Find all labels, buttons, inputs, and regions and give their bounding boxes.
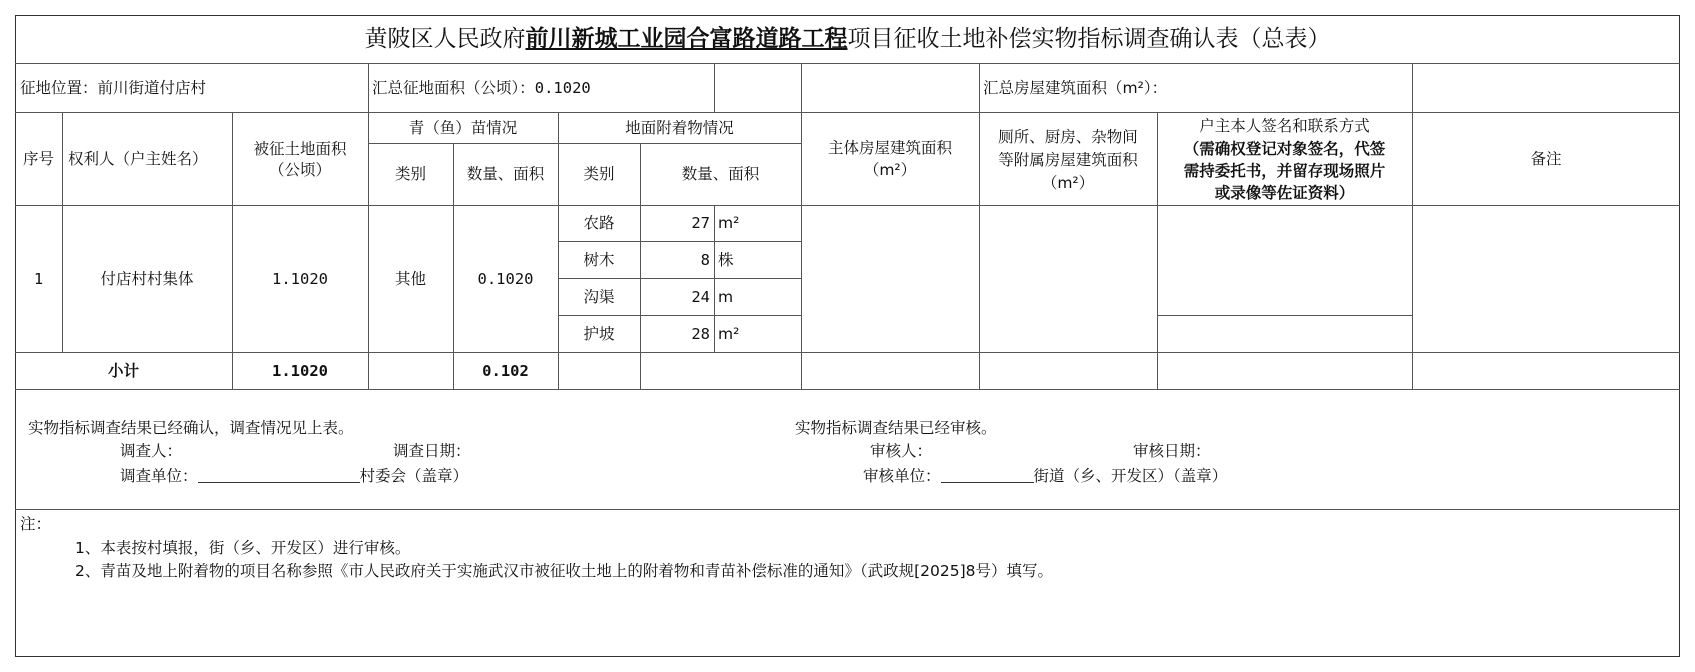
house-area-label: 汇总房屋建筑面积（m²）： — [983, 79, 1168, 97]
note-item: 1、本表按村填报，街（乡、开发区）进行审核。 — [75, 539, 411, 557]
header-attach: 地面附着物情况 — [625, 119, 734, 137]
header-land-area-1: 被征土地面积 — [253, 140, 347, 158]
header-main-house-2: （m²） — [863, 161, 917, 179]
header-land-area-2: （公顷） — [268, 161, 331, 179]
vrule-land — [368, 112, 369, 389]
header-remark: 备注 — [1530, 150, 1562, 168]
page-title — [15, 24, 1680, 54]
vrule-info-4 — [979, 63, 980, 112]
attach-qty: 27 — [691, 214, 710, 232]
surveyor-label: 调查人： — [120, 442, 183, 460]
notes-label: 注： — [20, 515, 52, 533]
subtotal-label: 小计 — [107, 362, 139, 380]
survey-unit-label: 调查单位： — [120, 467, 198, 485]
title-suffix: 项目征收土地补偿实物指标调查确认表（总表） — [847, 26, 1331, 52]
row-land-area: 1.1020 — [272, 270, 328, 288]
review-unit-label: 审核单位： — [863, 467, 941, 485]
attach-unit: m² — [718, 325, 740, 343]
note-item: 2、青苗及地上附着物的项目名称参照《市人民政府关于实施武汉市被征收土地上的附着物和青苗补偿标准的通知》（武政规[2025]8号）填写。 — [75, 562, 1054, 580]
header-sign-note-3: 或录像等佐证资料） — [1214, 184, 1355, 202]
vrule-attach-unit — [714, 205, 715, 352]
total-area-value: 0.1020 — [534, 79, 591, 97]
row-crop-type: 其他 — [394, 270, 426, 288]
header-aux-house-2: 等附属房屋建筑面积 — [998, 151, 1138, 169]
total-area-field — [372, 78, 591, 98]
row-seq: 1 — [33, 270, 44, 288]
subtotal-crop-qty: 0.102 — [482, 362, 529, 380]
header-seq: 序号 — [22, 150, 54, 168]
survey-unit-field — [120, 464, 468, 486]
rule-attach-1 — [558, 241, 801, 242]
header-aux-house-3: （m²） — [1041, 174, 1095, 192]
header-sign-note-2: 需持委托书，并留存现场照片 — [1183, 162, 1386, 180]
vrule-seq — [62, 112, 63, 352]
rule-subtotal-bottom — [15, 389, 1680, 390]
total-area-label: 汇总征地面积（公顷）： — [372, 79, 535, 97]
vrule-info-2 — [714, 63, 715, 112]
attach-unit: 株 — [718, 251, 734, 269]
reviewer-label: 审核人： — [870, 442, 933, 460]
review-unit-suffix: 街道（乡、开发区）（盖章） — [1033, 467, 1228, 485]
survey-date-label: 调查日期： — [393, 442, 471, 460]
location-value: 前川街道付店村 — [97, 79, 207, 97]
title-prefix: 黄陂区人民政府 — [364, 26, 526, 52]
header-sign-note-1: （需确权登记对象签名，代签 — [1183, 140, 1386, 158]
attach-unit: m² — [718, 214, 740, 232]
header-crops: 青（鱼）苗情况 — [408, 119, 518, 137]
rule-attach-2 — [558, 278, 801, 279]
attach-type: 树木 — [583, 251, 615, 269]
title-project: 前川新城工业园合富路道路工程 — [525, 26, 848, 52]
attach-qty: 8 — [700, 251, 710, 269]
review-unit-field — [863, 464, 1227, 486]
location-field — [20, 78, 206, 98]
rule-title-bottom — [15, 63, 1680, 64]
header-crop-qty: 数量、面积 — [466, 165, 545, 183]
subtotal-land-area: 1.1020 — [272, 362, 328, 380]
rule-header-bottom — [15, 205, 1680, 206]
review-confirm-text: 实物指标调查结果已经审核。 — [795, 419, 997, 437]
header-attach-qty: 数量、面积 — [681, 165, 760, 183]
row-owner: 付店村村集体 — [100, 270, 194, 288]
header-sign-title: 户主本人签名和联系方式 — [1199, 117, 1370, 135]
survey-confirm-text: 实物指标调查结果已经确认，调查情况见上表。 — [28, 419, 354, 437]
attach-qty: 28 — [691, 325, 710, 343]
attach-unit: m — [718, 288, 734, 306]
header-crop-type: 类别 — [394, 165, 426, 183]
rule-attach-3 — [558, 315, 801, 316]
attach-qty: 24 — [691, 288, 710, 306]
survey-unit-suffix: 村委会（盖章） — [359, 467, 469, 485]
attach-type: 沟渠 — [583, 288, 615, 306]
attach-type: 农路 — [583, 214, 615, 232]
survey-unit-blank — [198, 464, 360, 483]
row-crop-qty: 0.1020 — [477, 270, 534, 288]
rule-subheader — [368, 143, 801, 144]
header-aux-house-1: 厕所、厨房、杂物间 — [998, 128, 1138, 146]
vrule-info-3 — [801, 63, 802, 112]
vrule-info-1 — [368, 63, 369, 112]
rule-row-bottom — [15, 352, 1680, 353]
rule-sign-split — [1157, 315, 1412, 316]
vrule-info-5 — [1412, 63, 1413, 112]
rule-confirm-bottom — [15, 509, 1680, 510]
header-main-house-1: 主体房屋建筑面积 — [827, 139, 952, 157]
review-date-label: 审核日期： — [1133, 442, 1211, 460]
location-label: 征地位置： — [20, 79, 98, 97]
attach-type: 护坡 — [583, 325, 615, 343]
header-attach-type: 类别 — [583, 165, 615, 183]
review-unit-blank — [941, 464, 1034, 483]
rule-info-bottom — [15, 112, 1680, 113]
header-owner: 权利人（户主姓名） — [68, 150, 208, 168]
